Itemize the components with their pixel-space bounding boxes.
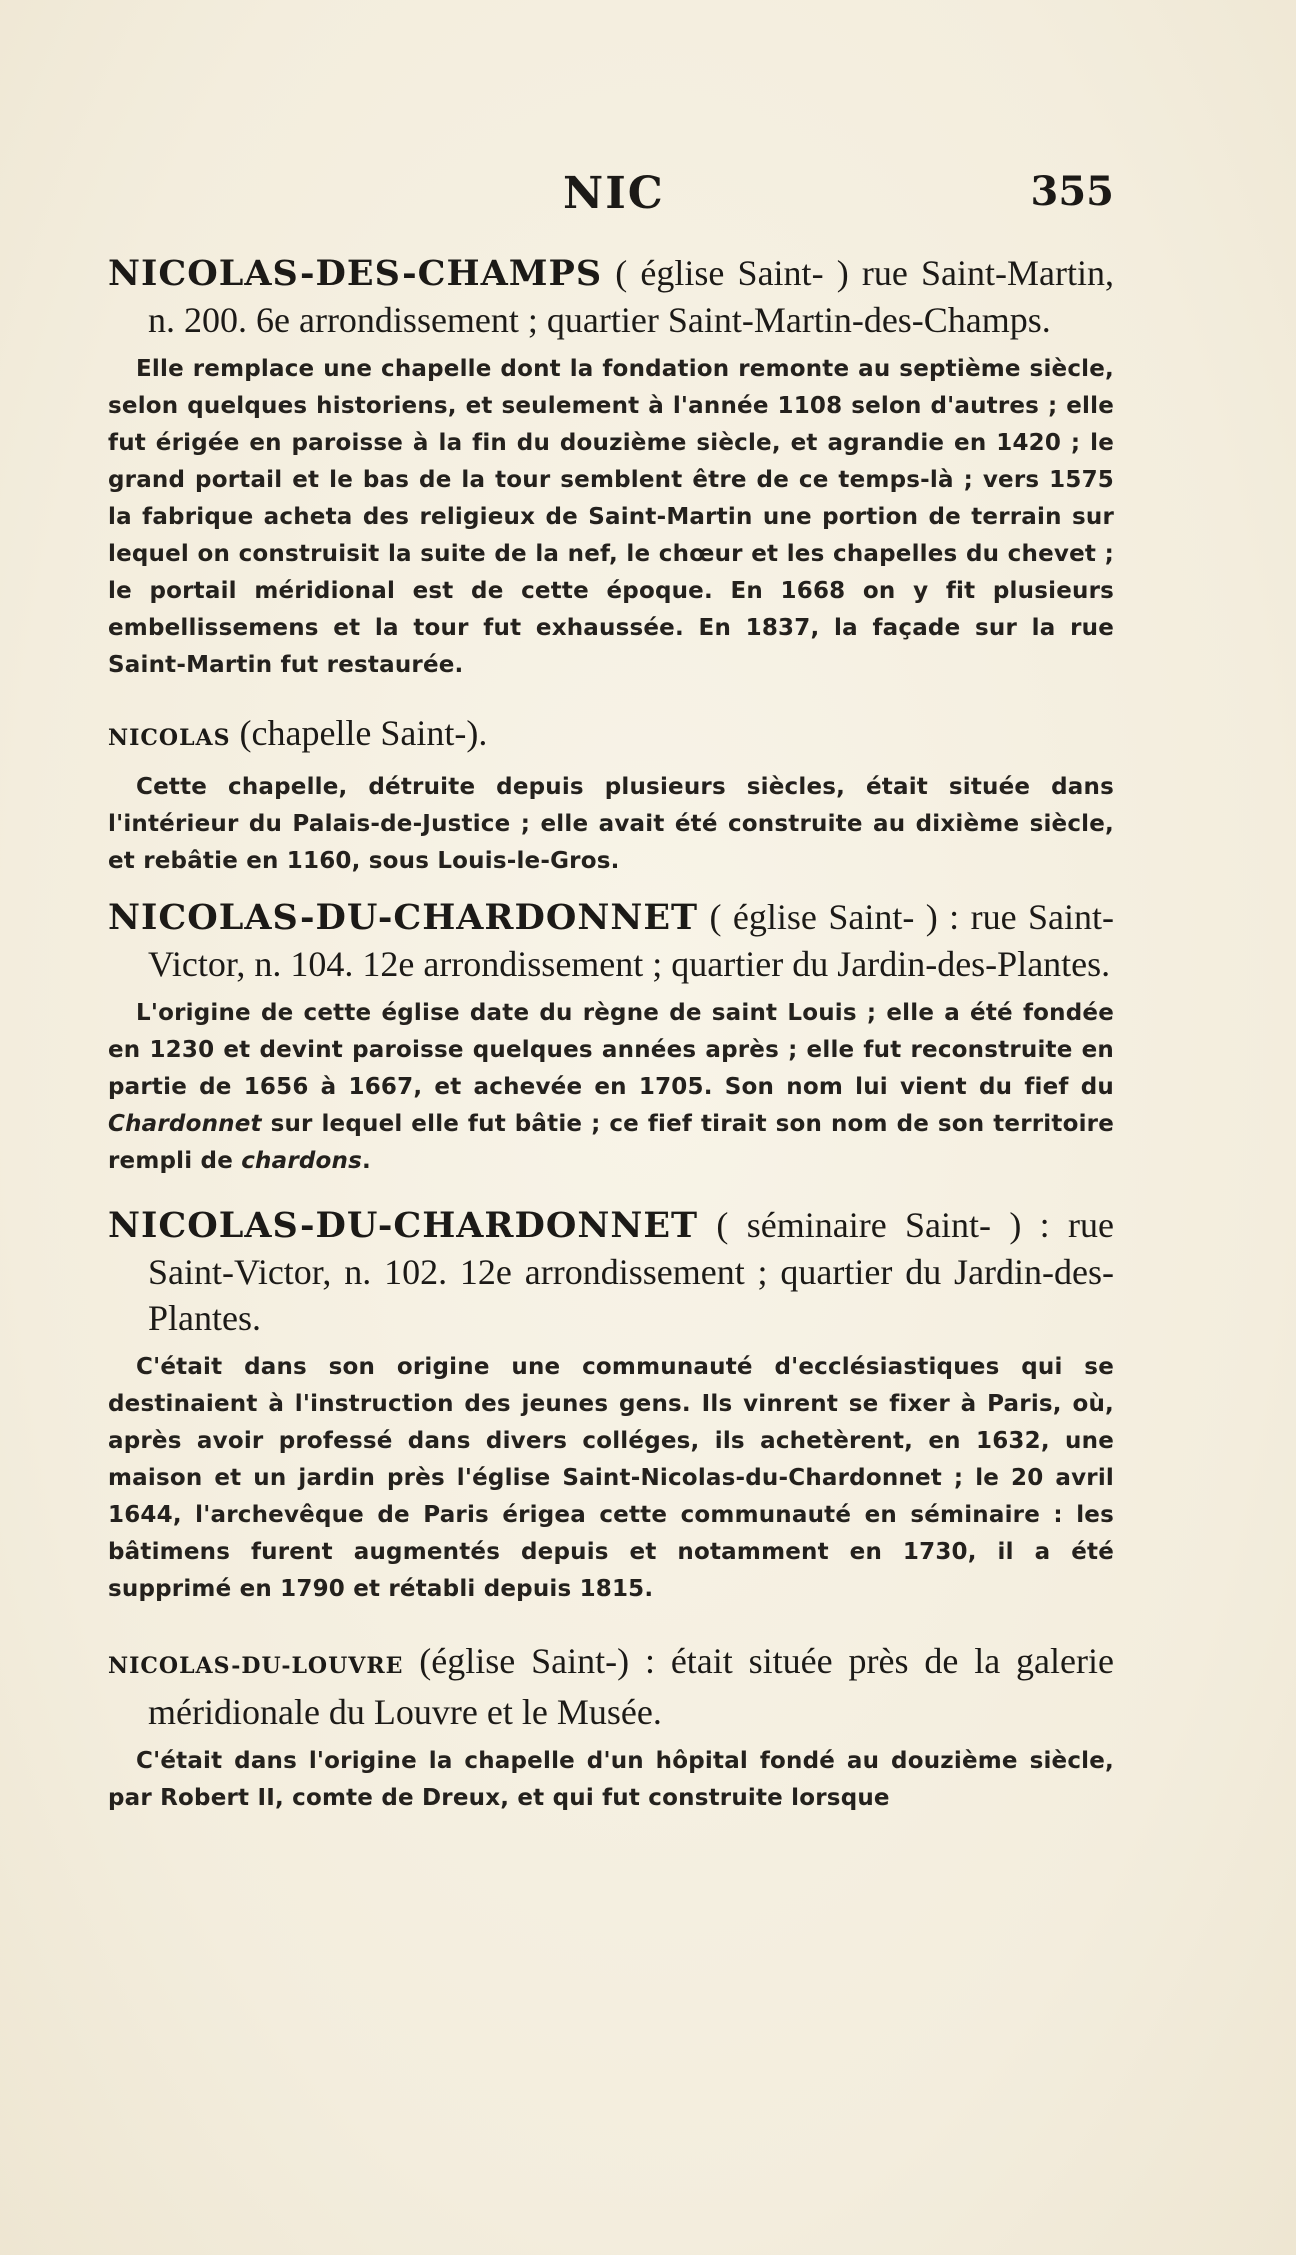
entry-nicolas-des-champs (108, 250, 1114, 684)
entry-nicolas-chapelle (108, 710, 1114, 880)
entry-heading-rest: ( église Saint- ) : rue Saint-Victor, n. 104. 12e arrondissement ; quartier du Jardin-des-Plantes. (148, 897, 1114, 984)
entry-headword: NICOLAS-DU-CHARDONNET (108, 1205, 699, 1246)
entry-heading-rest: (église Saint-) : était située près de la galerie méridionale du Louvre et le Musée. (148, 1641, 1114, 1732)
entry-text-italic: chardons (241, 1148, 363, 1174)
entry-text: C'était dans l'origine la chapelle d'un hôpital fondé au douzième siècle, par Robert II, comte de Dreux, et qui fut construite lorsque (108, 1748, 1114, 1811)
entry-text-part: L'origine de cette église date du règne de saint Louis ; elle a été fondée en 1230 et devint paroisse quelques années après ; elle fut reconstruite en partie de 1656 à 1667, et achevée en 1705. Son nom lui vient du fief du (108, 1000, 1114, 1100)
entry-heading-rest: ( église Saint- ) rue Saint-Martin, n. 200. 6e arrondissement ; quartier Saint-Martin-des-Champs. (148, 253, 1114, 340)
entry-nicolas-du-chardonnet-eglise (108, 894, 1114, 1180)
running-head (108, 168, 1114, 228)
entry-heading (108, 250, 1114, 343)
entry-heading-rest: (chapelle Saint-). (230, 713, 488, 753)
entry-nicolas-du-chardonnet-seminaire (108, 1202, 1114, 1608)
entry-headword: NICOLAS-DU-CHARDONNET (108, 897, 699, 938)
running-head-word: NIC (563, 168, 665, 219)
entry-text: C'était dans son origine une communauté d'ecclésiastiques qui se destinaient à l'instruction des jeunes gens. Ils vinrent se fixer à Paris, où, après avoir professé dans divers colléges, ils achetèrent, en 1632, une maison et un jardin près l'église Saint-Nicolas-du-Chardonnet ; le 20 avril 1644, l'archevêque de Paris érigea cette communauté en séminaire : les bâtimens furent augmentés depuis et notamment en 1730, il a été supprimé en 1790 et rétabli depuis 1815. (108, 1354, 1114, 1602)
page-number: 355 (1030, 168, 1114, 215)
entry-text-italic: Chardonnet (108, 1111, 262, 1137)
entry-heading (108, 710, 1114, 761)
entry-text: Elle remplace une chapelle dont la fondation remonte au septième siècle, selon quelques historiens, et seulement à l'année 1108 selon d'autres ; elle fut érigée en paroisse à la fin du douzième siècle, et agrandie en 1420 ; le grand portail et le bas de la tour semblent être de ce temps-là ; vers 1575 la fabrique acheta des religieux de Saint-Martin une portion de terrain sur lequel on construisit la suite de la nef, le chœur et les chapelles du chevet ; le portail méridional est de cette époque. En 1668 on y fit plusieurs embellissemens et la tour fut exhaussée. En 1837, la façade sur la rue Saint-Martin fut restaurée. (108, 356, 1114, 678)
entry-nicolas-du-louvre (108, 1638, 1114, 1817)
entry-heading (108, 1638, 1114, 1735)
entry-heading (108, 1202, 1114, 1341)
entry-text-part: . (362, 1148, 371, 1174)
page-body (108, 250, 1114, 1817)
entry-headword: NICOLAS-DU-LOUVRE (108, 1653, 404, 1679)
entry-headword: NICOLAS-DES-CHAMPS (108, 253, 603, 294)
entry-heading (108, 894, 1114, 987)
entry-text-part: sur lequel elle fut bâtie ; ce fief tirait son nom de son territoire rempli de (108, 1111, 1114, 1174)
entry-heading-rest: ( séminaire Saint- ) : rue Saint-Victor, n. 102. 12e arrondissement ; quartier du Jardin-des-Plantes. (148, 1205, 1114, 1338)
entry-text (108, 995, 1114, 1180)
entry-text: Cette chapelle, détruite depuis plusieurs siècles, était située dans l'intérieur du Palais-de-Justice ; elle avait été construite au dixième siècle, et rebâtie en 1160, sous Louis-le-Gros. (108, 774, 1114, 874)
entry-headword: NICOLAS (108, 725, 231, 751)
